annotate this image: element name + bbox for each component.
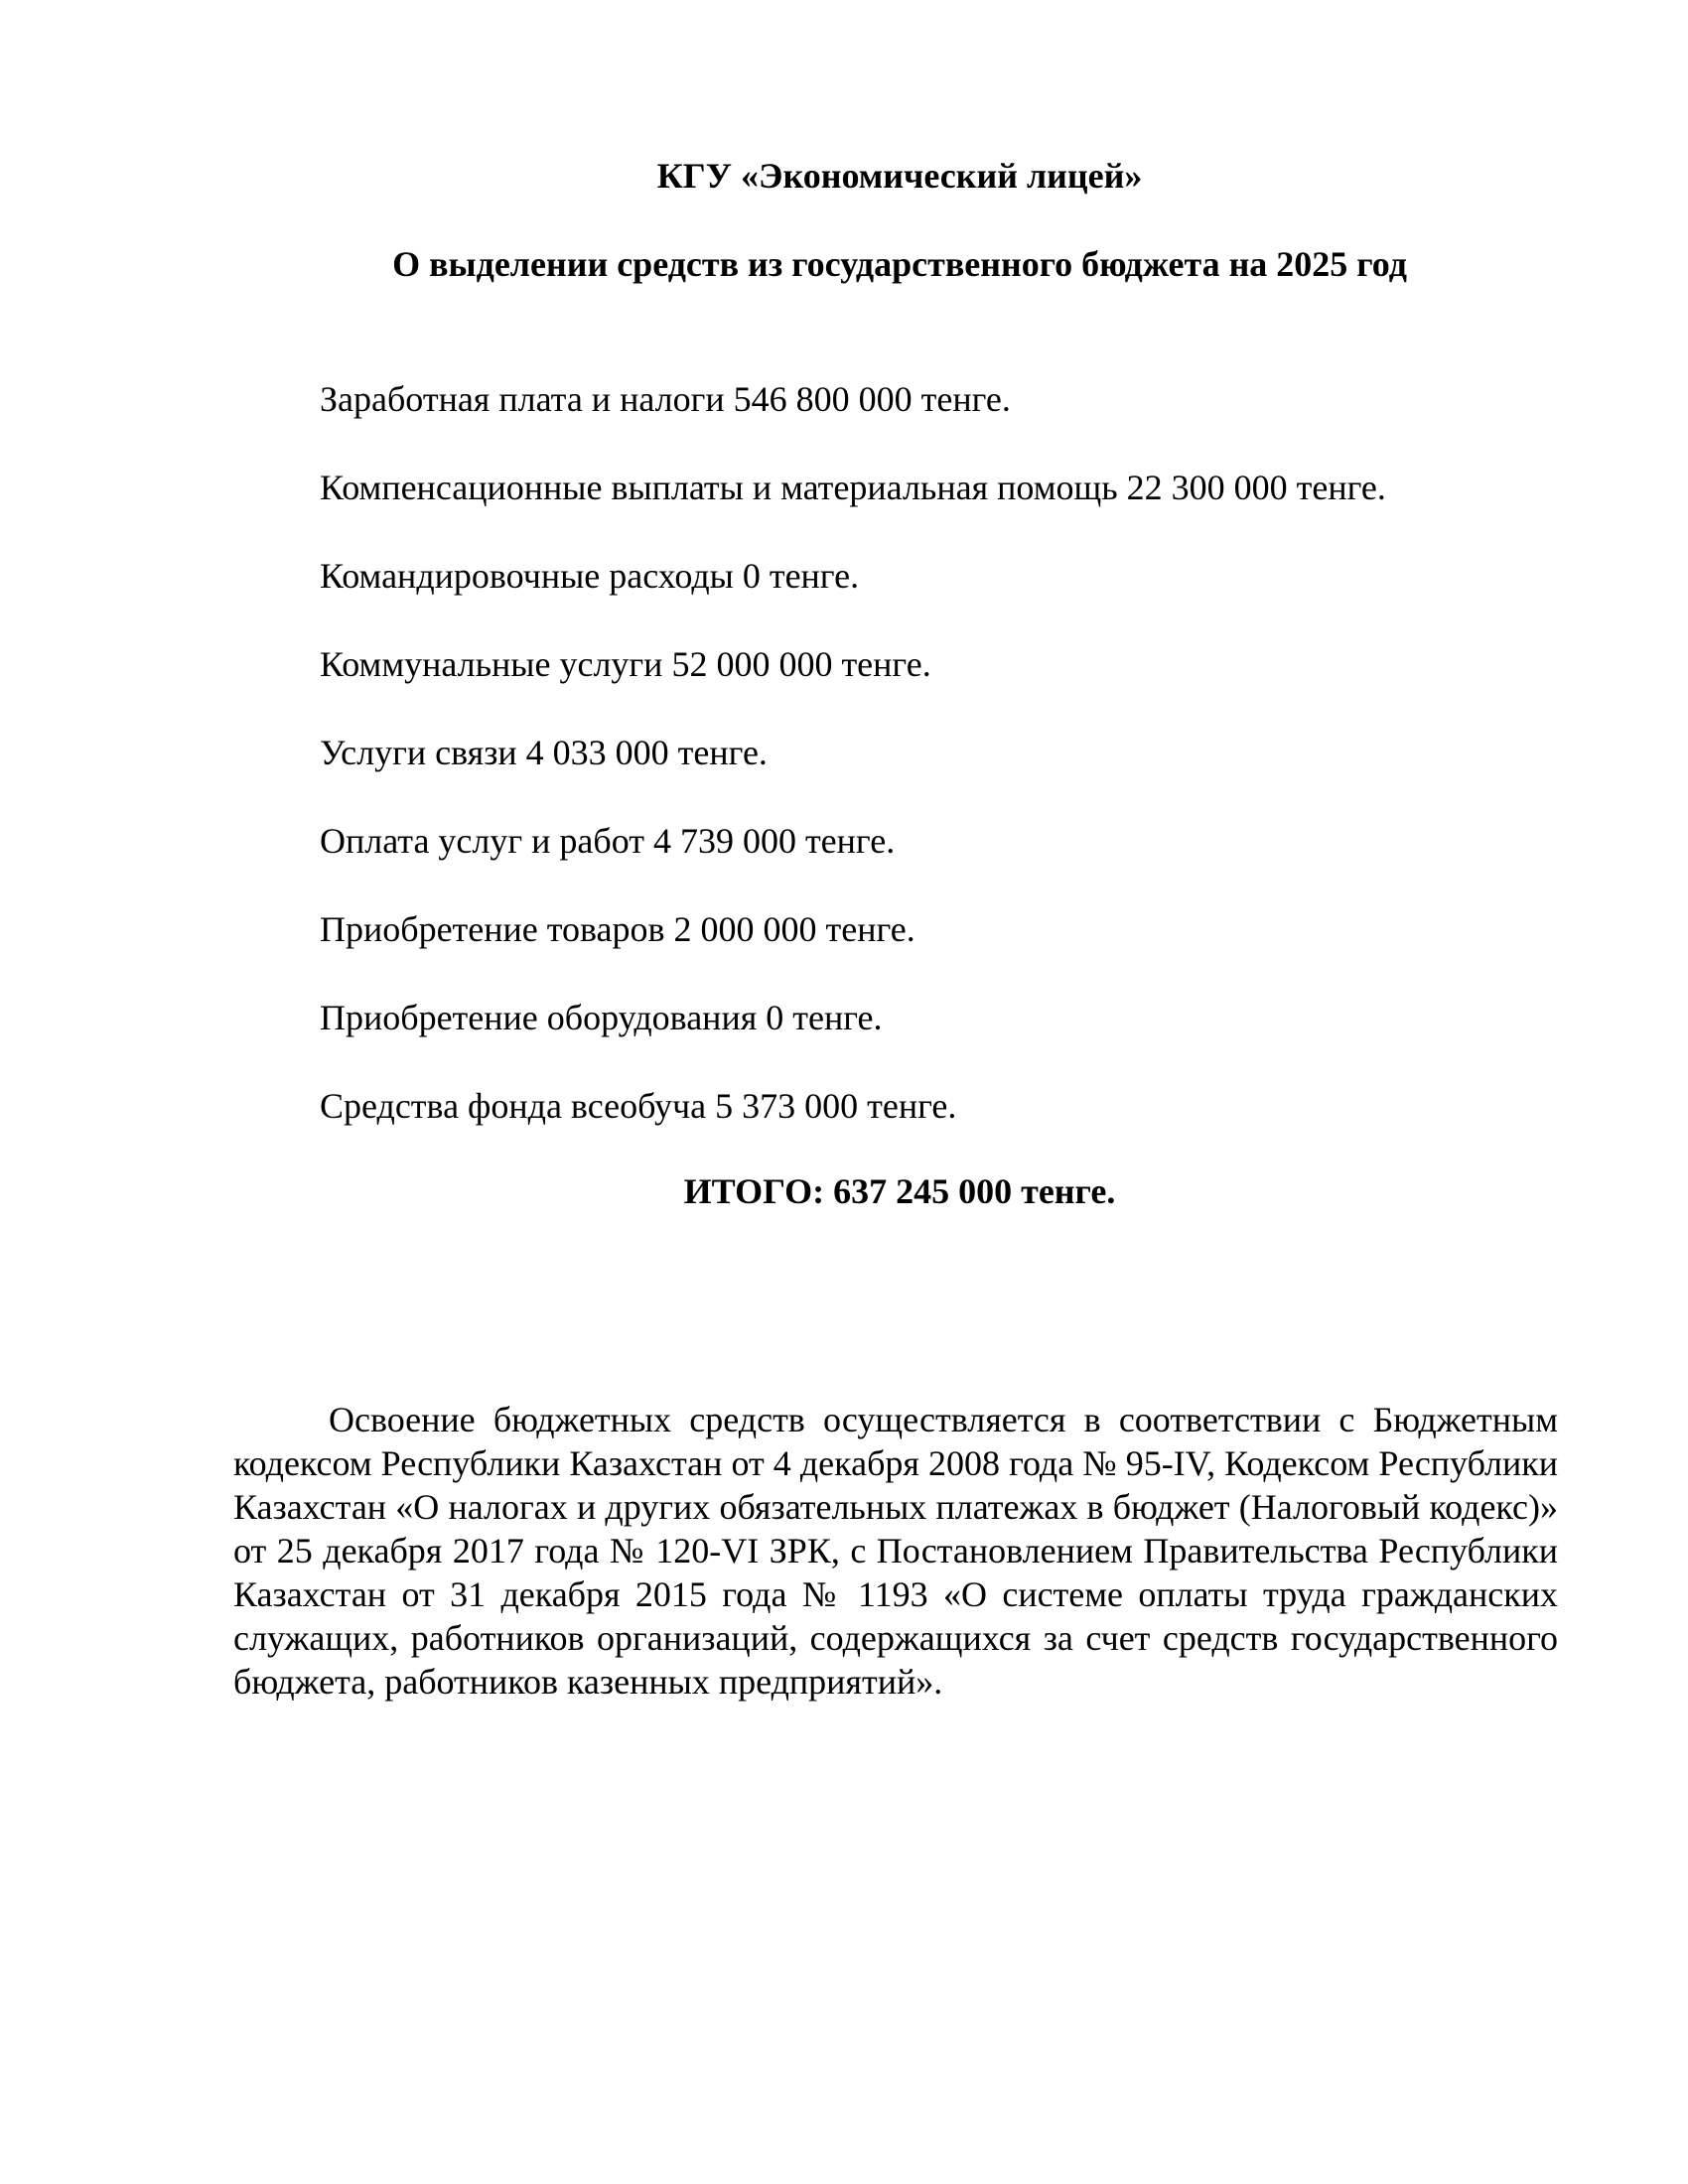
budget-item-services: Оплата услуг и работ 4 739 000 тенге. <box>320 821 896 861</box>
budget-item-travel: Командировочные расходы 0 тенге. <box>320 556 860 596</box>
budget-item-education-fund: Средства фонда всеобуча 5 373 000 тенге. <box>320 1086 957 1126</box>
legal-basis-paragraph: Освоение бюджетных средств осуществляется в соответствии с Бюджетным кодексом Республики Казахстан от 4 декабря 2008 года № 95-IV, Кодексом Республики Казахстан «О налогах и других обязательных платежах в бюджет (Налоговый кодекс)» от 25 декабря 2017 года № 120-VI ЗРК, с Постановлением Правительства Республики Казахстан от 31 декабря 2015 года № 1193 «О системе оплаты труда гражданских служащих, работников организаций, содержащихся за счет средств государственного бюджета, работников казенных предприятий». <box>233 1400 1558 1702</box>
budget-item-compensation: Компенсационные выплаты и материальная помощь 22 300 000 тенге. <box>320 468 1386 507</box>
budget-item-communication: Услуги связи 4 033 000 тенге. <box>320 733 768 772</box>
organization-title: КГУ «Экономический лицей» <box>656 156 1143 196</box>
budget-items-list <box>320 377 1386 1172</box>
document-title: О выделении средств из государственного бюджета на 2025 год <box>392 244 1407 284</box>
budget-item-salary: Заработная плата и налоги 546 800 000 тенге. <box>320 379 1011 419</box>
budget-item-utilities: Коммунальные услуги 52 000 000 тенге. <box>320 644 931 684</box>
budget-item-goods: Приобретение товаров 2 000 000 тенге. <box>320 909 915 949</box>
budget-total: ИТОГО: 637 245 000 тенге. <box>683 1171 1116 1211</box>
budget-item-equipment: Приобретение оборудования 0 тенге. <box>320 998 883 1037</box>
